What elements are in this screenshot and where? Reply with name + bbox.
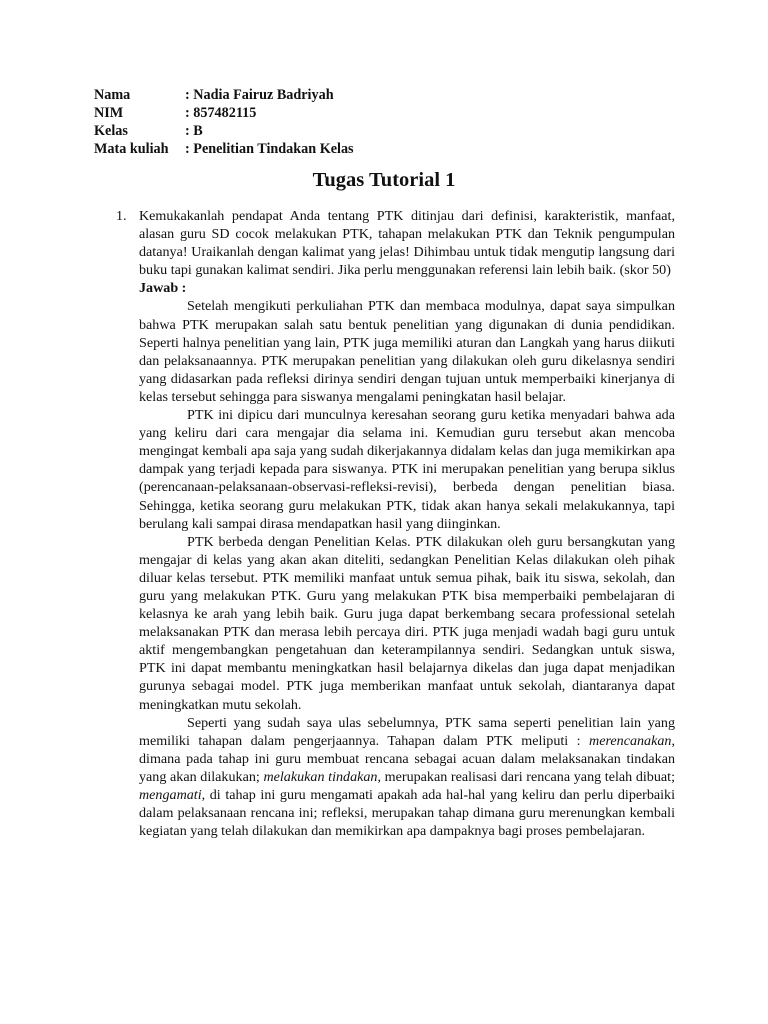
info-row-nim xyxy=(94,104,354,122)
paragraph-text: , merupakan realisasi dari rencana yang telah dibuat; xyxy=(377,768,675,785)
answer-label: Jawab : xyxy=(139,280,187,297)
italic-term-melakukan-tindakan: melakukan tindakan xyxy=(263,768,378,785)
answer-paragraph-3: PTK berbeda dengan Penelitian Kelas. PTK dilakukan oleh guru bersangkutan yang mengajar di kelas yang akan akan diteliti, sedangkan Penelitian Kelas dilakukan oleh pihak diluar kelas tersebut. PTK memiliki manfaat untuk semua pihak, baik itu siswa, sekolah, dan guru yang melakukan PTK. Guru yang melakukan PTK bisa memperbaiki pembelajaran di kelasnya ke arah yang lebih baik. Guru juga dapat berkembang secara professional setelah melaksanakan PTK dan merasa lebih percaya diri. PTK juga menjadi wadah bagi guru untuk aktif mengembangkan pengetahuan dan keterampilannya sendiri. Sedangkan untuk siswa, PTK ini dapat membantu meningkatkan hasil belajarnya dikelas dan juga dapat menjadikan gurunya sebagai model. PTK juga memberikan manfaat untuk sekolah, diantaranya dapat meningkatkan mutu sekolah. xyxy=(139,533,675,713)
question-item xyxy=(116,207,675,279)
italic-term-merencanakan: merencanakan xyxy=(589,732,672,749)
document-title: Tugas Tutorial 1 xyxy=(312,169,456,191)
info-value: : Nadia Fairuz Badriyah xyxy=(185,87,334,103)
paragraph-text: , di tahap ini guru mengamati apakah ada hal-hal yang keliru dan perlu diperbaiki dalam pelaksanaan rencana ini; refleksi, merupakan tahap dimana guru merenungkan kembali kegiatan yang telah dilakukan dan memikirkan apa dampaknya bagi proses pembelajaran. xyxy=(139,787,675,840)
paragraph-text: , dimana pada tahap ini guru membuat rencana sebagai acuan dalam melaksanakan tindakan yang akan dilakukan; xyxy=(139,732,675,785)
student-info xyxy=(94,86,354,158)
italic-term-mengamati: mengamati xyxy=(139,787,202,803)
info-label: NIM xyxy=(94,105,124,121)
info-label: Nama xyxy=(94,87,131,103)
info-row-mata-kuliah xyxy=(94,140,354,158)
info-row-kelas xyxy=(94,122,354,140)
info-label: Mata kuliah xyxy=(94,141,169,157)
answer-paragraph-1: Setelah mengikuti perkuliahan PTK dan membaca modulnya, dapat saya simpulkan bahwa PTK merupakan salah satu bentuk penelitian yang digunakan di dunia pendidikan. Seperti halnya penelitian yang lain, PTK juga memiliki aturan dan Langkah yang harus diikuti dan pelaksanaannya. PTK merupakan penelitian yang dilakukan oleh guru dikelasnya sendiri yang didasarkan pada refleksi dirinya sendiri dengan tujuan untuk memperbaiki kinerjanya di kelas tersebut sehingga para siswanya mengalami peningkatan hasil belajar. xyxy=(139,298,675,405)
paragraph-text: Seperti yang sudah saya ulas sebelumnya, PTK sama seperti penelitian lain yang memiliki tahapan dalam pengerjaannya. Tahapan dalam PTK meliputi : xyxy=(139,714,675,749)
info-value: : B xyxy=(185,123,203,139)
document-body xyxy=(116,207,675,840)
question-text: Kemukakanlah pendapat Anda tentang PTK ditinjau dari definisi, karakteristik, manfaat, alasan guru SD cocok melakukan PTK, tahapan melakukan PTK dan Teknik pengumpulan datanya! Uraikanlah dengan kalimat yang jelas! Dihimbau untuk tidak mengutip langsung dari buku tapi gunakan kalimat sendiri. Jika perlu menggunakan referensi lain lebih baik. (skor 50) xyxy=(139,208,675,279)
info-value: : Penelitian Tindakan Kelas xyxy=(185,141,354,157)
info-row-nama xyxy=(94,86,354,104)
answer-paragraph-4 xyxy=(139,714,675,841)
info-value: : 857482115 xyxy=(185,105,257,121)
answer-paragraph-2: PTK ini dipicu dari munculnya keresahan seorang guru ketika menyadari bahwa ada yang keliru dari cara mengajar dia selama ini. Kemudian guru tersebut akan mencoba mengingat kembali apa saja yang sudah dikerjakannya didalam kelas dan juga memikirkan apa dampak yang terjadi kepada para siswanya. PTK ini merupakan penelitian yang berupa siklus (perencanaan-pelaksanaan-observasi-refleksi-revisi), berbeda dengan penelitian biasa. Sehingga, ketika seorang guru melakukan PTK, tidak akan hanya sekali melakukannya, tapi berulang kali sampai dirasa mendapatkan hasil yang diinginkan. xyxy=(139,407,675,532)
question-number: 1. xyxy=(116,208,127,224)
info-label: Kelas xyxy=(94,123,128,139)
